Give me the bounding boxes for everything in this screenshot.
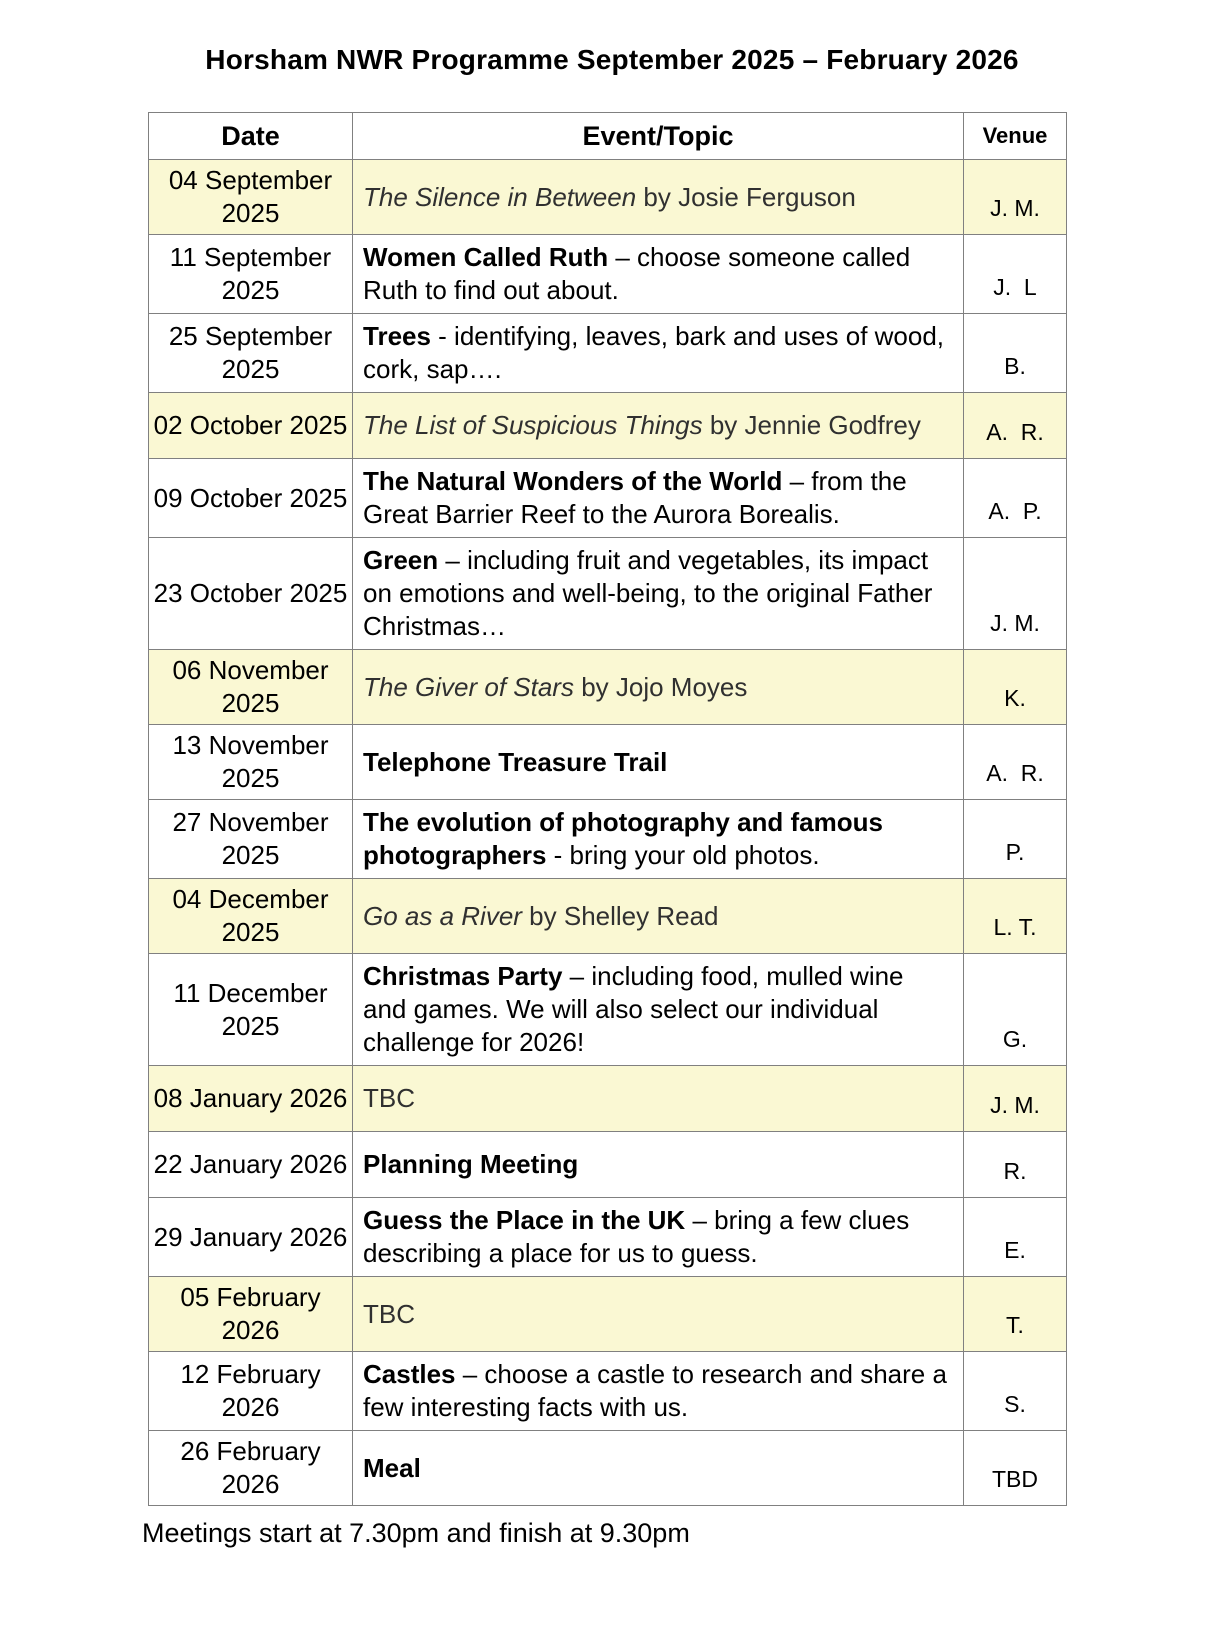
date-cell: 12 February 2026: [149, 1352, 353, 1431]
event-title-bold: Christmas Party: [363, 961, 563, 991]
event-description: TBC: [363, 1083, 415, 1113]
table-row: [149, 1277, 1067, 1352]
event-topic-cell: [353, 393, 964, 459]
event-description: – choose someone called Ruth to find out about.: [363, 242, 911, 305]
table-row: [149, 160, 1067, 235]
event-topic-cell: [353, 235, 964, 314]
date-cell: 02 October 2025: [149, 393, 353, 459]
event-topic-cell: [353, 650, 964, 725]
event-title-bold: The evolution of photography and famous photographers: [363, 807, 883, 870]
event-topic-cell: [353, 160, 964, 235]
date-cell: 04 September 2025: [149, 160, 353, 235]
table-row: [149, 1198, 1067, 1277]
programme-table: [148, 112, 1067, 1506]
date-cell: 22 January 2026: [149, 1132, 353, 1198]
event-description: - identifying, leaves, bark and uses of wood, cork, sap….: [363, 321, 945, 384]
event-topic-cell: [353, 314, 964, 393]
event-description: – from the Great Barrier Reef to the Aurora Borealis.: [363, 466, 907, 529]
date-cell: 09 October 2025: [149, 459, 353, 538]
book-title-italic: Go as a River: [363, 900, 522, 931]
venue-cell: J. M.: [964, 1066, 1067, 1132]
venue-cell: B.: [964, 314, 1067, 393]
venue-cell: T.: [964, 1277, 1067, 1352]
column-header-venue: Venue: [964, 113, 1067, 160]
event-description: – including fruit and vegetables, its impact on emotions and well-being, to the original Father Christmas…: [363, 545, 933, 641]
event-topic-cell: [353, 1066, 964, 1132]
date-cell: 04 December 2025: [149, 879, 353, 954]
event-topic-cell: [353, 1198, 964, 1277]
table-row: [149, 459, 1067, 538]
table-row: [149, 1132, 1067, 1198]
event-title-bold: Castles: [363, 1359, 456, 1389]
table-row: [149, 800, 1067, 879]
event-description: TBC: [363, 1298, 415, 1329]
date-cell: 11 September 2025: [149, 235, 353, 314]
table-row: [149, 650, 1067, 725]
venue-cell: R.: [964, 1132, 1067, 1198]
date-cell: 13 November 2025: [149, 725, 353, 800]
event-description: – including food, mulled wine and games. We will also select our individual challenge for 2026!: [363, 961, 904, 1057]
meeting-times-note: Meetings start at 7.30pm and finish at 9.30pm: [142, 1518, 690, 1548]
page-title: Horsham NWR Programme September 2025 – February 2026: [205, 44, 1019, 75]
venue-cell: J. M.: [964, 160, 1067, 235]
event-topic-cell: [353, 459, 964, 538]
venue-cell: TBD: [964, 1431, 1067, 1506]
venue-cell: E.: [964, 1198, 1067, 1277]
table-row: [149, 538, 1067, 650]
event-title-bold: The Natural Wonders of the World: [363, 466, 783, 496]
event-description: - bring your old photos.: [546, 840, 820, 870]
document-page: [0, 44, 1224, 1549]
event-title-bold: Green: [363, 545, 439, 575]
venue-cell: S.: [964, 1352, 1067, 1431]
table-row: [149, 235, 1067, 314]
date-cell: 05 February 2026: [149, 1277, 353, 1352]
event-description: by Josie Ferguson: [636, 181, 856, 212]
event-topic-cell: [353, 1132, 964, 1198]
event-topic-cell: [353, 1352, 964, 1431]
column-header-date: Date: [149, 113, 353, 160]
event-title-bold: Meal: [363, 1452, 421, 1483]
date-cell: 08 January 2026: [149, 1066, 353, 1132]
column-header-event-topic: Event/Topic: [353, 113, 964, 160]
venue-cell: A. R.: [964, 393, 1067, 459]
event-description: – choose a castle to research and share a few interesting facts with us.: [363, 1359, 947, 1422]
date-cell: 27 November 2025: [149, 800, 353, 879]
event-title-bold: Women Called Ruth: [363, 242, 609, 272]
date-cell: 29 January 2026: [149, 1198, 353, 1277]
event-title-bold: Guess the Place in the UK: [363, 1205, 686, 1235]
event-title-bold: Planning Meeting: [363, 1149, 579, 1179]
venue-cell: J. L: [964, 235, 1067, 314]
table-header-row: [149, 113, 1067, 160]
book-title-italic: The List of Suspicious Things: [363, 410, 703, 440]
table-row: [149, 1352, 1067, 1431]
table-row: [149, 1431, 1067, 1506]
book-title-italic: The Silence in Between: [363, 181, 637, 212]
event-description: – bring a few clues describing a place for us to guess.: [363, 1205, 910, 1268]
event-topic-cell: [353, 1277, 964, 1352]
venue-cell: P.: [964, 800, 1067, 879]
event-topic-cell: [353, 725, 964, 800]
table-row: [149, 393, 1067, 459]
event-title-bold: Telephone Treasure Trail: [363, 746, 668, 777]
venue-cell: K.: [964, 650, 1067, 725]
table-row: [149, 725, 1067, 800]
venue-cell: A. R.: [964, 725, 1067, 800]
event-topic-cell: [353, 538, 964, 650]
table-row: [149, 879, 1067, 954]
table-row: [149, 1066, 1067, 1132]
date-cell: 11 December 2025: [149, 954, 353, 1066]
venue-cell: J. M.: [964, 538, 1067, 650]
event-description: by Jennie Godfrey: [702, 410, 921, 440]
event-description: by Jojo Moyes: [573, 671, 748, 702]
event-description: by Shelley Read: [521, 900, 719, 931]
table-row: [149, 314, 1067, 393]
event-topic-cell: [353, 1431, 964, 1506]
table-row: [149, 954, 1067, 1066]
event-title-bold: Trees: [363, 321, 431, 351]
venue-cell: G.: [964, 954, 1067, 1066]
date-cell: 23 October 2025: [149, 538, 353, 650]
event-topic-cell: [353, 954, 964, 1066]
event-topic-cell: [353, 800, 964, 879]
venue-cell: A. P.: [964, 459, 1067, 538]
venue-cell: L. T.: [964, 879, 1067, 954]
event-topic-cell: [353, 879, 964, 954]
date-cell: 25 September 2025: [149, 314, 353, 393]
date-cell: 26 February 2026: [149, 1431, 353, 1506]
book-title-italic: The Giver of Stars: [363, 671, 574, 702]
date-cell: 06 November 2025: [149, 650, 353, 725]
